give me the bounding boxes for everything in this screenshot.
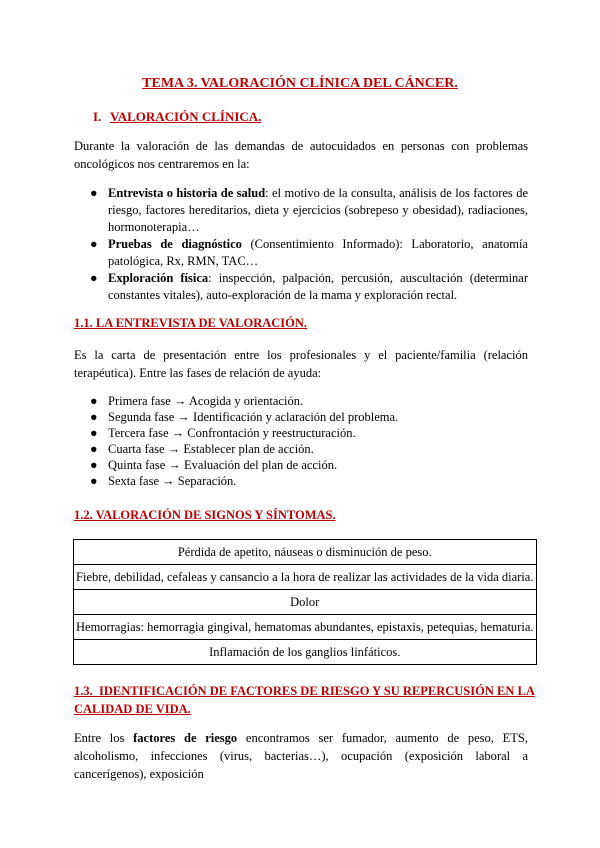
bullet-icon: ● [90, 458, 98, 472]
table-row [74, 565, 537, 590]
symptoms-table [73, 539, 537, 665]
list-item: ● Exploración física: inspección, palpación, percusión, auscultación (determinar constantes vitales), auto-exploración de la mama y exploración rectal. [90, 271, 528, 302]
table-cell: Dolor [74, 590, 537, 615]
bullet-icon: ● [90, 474, 98, 488]
section-number: I. [93, 109, 102, 124]
list-item: ● Entrevista o historia de salud: el motivo de la consulta, análisis de los factores de riesgo, factores hereditarios, dieta y ejercicios (sobrepeso y obesidad), radiaciones, hormonoterapia… [90, 186, 528, 234]
bullet-icon: ● [90, 442, 98, 456]
table-row [74, 615, 537, 640]
phases-list [74, 393, 528, 489]
bullet-icon: ● [90, 186, 98, 200]
bullet-icon: ● [90, 237, 98, 251]
assessment-list [74, 185, 528, 304]
table-cell: Inflamación de los ganglios linfáticos. [74, 640, 537, 665]
subsection-heading-factores: 1.3. IDENTIFICACIÓN DE FACTORES DE RIESGO Y SU REPERCUSIÓN EN LA CALIDAD DE VIDA. [74, 684, 535, 716]
table-cell: Hemorragias: hemorragia gingival, hematomas abundantes, epistaxis, petequias, hematuria. [74, 615, 537, 640]
subsection-heading-signos: 1.2. VALORACIÓN DE SIGNOS Y SÍNTOMAS. [74, 508, 336, 522]
list-item: ● Quinta fase → Evaluación del plan de acción. [90, 458, 338, 472]
table-cell: Pérdida de apetito, náuseas o disminución de peso. [74, 540, 537, 565]
table-row [74, 590, 537, 615]
list-item: ● Sexta fase → Separación. [90, 474, 237, 488]
bullet-icon: ● [90, 426, 98, 440]
list-item: ● Primera fase → Acogida y orientación. [90, 394, 304, 408]
factores-paragraph: Entre los factores de riesgo encontramos ser fumador, aumento de peso, ETS, alcoholismo, infecciones (virus, bacterias…), ocupación (exposición laboral a cancerígenos), exposición [74, 731, 528, 781]
table-row [74, 540, 537, 565]
list-item: ● Pruebas de diagnóstico (Consentimiento Informado): Laboratorio, anatomía patológica, Rx, RMN, TAC… [90, 237, 528, 268]
intro-paragraph: Durante la valoración de las demandas de autocuidados en personas con problemas oncológicos nos centraremos en la: [74, 139, 528, 171]
bullet-icon: ● [90, 271, 98, 285]
subsection-heading-entrevista: 1.1. LA ENTREVISTA DE VALORACIÓN. [74, 316, 308, 330]
section-heading-valoracion-clinica [93, 109, 261, 125]
entrevista-paragraph: Es la carta de presentación entre los profesionales y el paciente/familia (relación terapéutica). Entre las fases de relación de ayuda: [74, 348, 528, 380]
section-title: VALORACIÓN CLÍNICA. [110, 109, 262, 124]
table-row [74, 640, 537, 665]
page-title: TEMA 3. VALORACIÓN CLÍNICA DEL CÁNCER. [142, 76, 458, 91]
list-item: ● Segunda fase → Identificación y aclaración del problema. [90, 410, 399, 424]
table-cell: Fiebre, debilidad, cefaleas y cansancio a la hora de realizar las actividades de la vida diaria. [74, 565, 537, 590]
bullet-icon: ● [90, 394, 98, 408]
bullet-icon: ● [90, 410, 98, 424]
list-item: ● Cuarta fase → Establecer plan de acción. [90, 442, 314, 456]
list-item: ● Tercera fase → Confrontación y reestructuración. [90, 426, 356, 440]
